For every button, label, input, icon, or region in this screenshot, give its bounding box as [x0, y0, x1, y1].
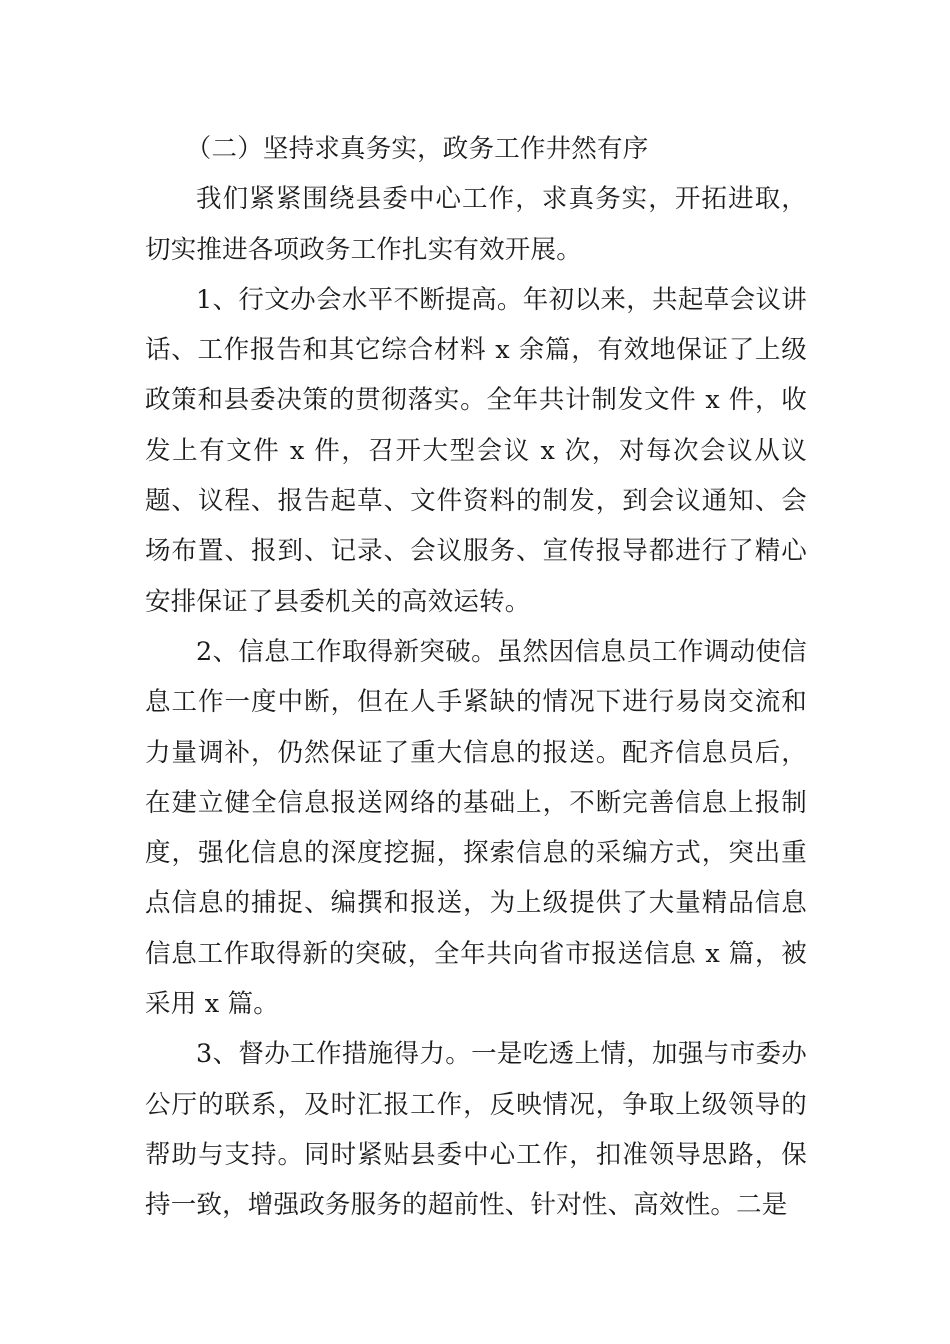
- document-body: [145, 124, 807, 1231]
- section-heading: （二）坚持求真务实，政务工作井然有序: [185, 134, 649, 164]
- paragraph-item-2: 2、信息工作取得新突破。虽然因信息员工作调动使信息工作一度中断，但在人手紧缺的情况下进行易岗交流和力量调补，仍然保证了重大信息的报送。配齐信息员后，在建立健全信息报送网络的基础上，不断完善信息上报制度，强化信息的深度挖掘，探索信息的采编方式，突出重点信息的捕捉、编撰和报送，为上级提供了大量精品信息信息工作取得新的突破，全年共向省市报送信息 x 篇，被采用 x 篇。: [145, 636, 807, 1020]
- paragraph-item-3: 3、督办工作措施得力。一是吃透上情，加强与市委办公厅的联系，及时汇报工作，反映情况，争取上级领导的帮助与支持。同时紧贴县委中心工作，扣准领导思路，保持一致，增强政务服务的超前性、针对性、高效性。二是: [145, 1039, 807, 1221]
- paragraph-intro: 我们紧紧围绕县委中心工作，求真务实，开拓进取，切实推进各项政务工作扎实有效开展。: [145, 184, 807, 265]
- paragraph-item-1: 1、行文办会水平不断提高。年初以来，共起草会议讲话、工作报告和其它综合材料 x 余篇，有效地保证了上级政策和县委决策的贯彻落实。全年共计制发文件 x 件，收发上有文件 x 件，召开大型会议 x 次，对每次会议从议题、议程、报告起草、文件资料的制发，到会议通知、会场布置、报到、记录、会议服务、宣传报导都进行了精心安排保证了县委机关的高效运转。: [145, 284, 807, 617]
